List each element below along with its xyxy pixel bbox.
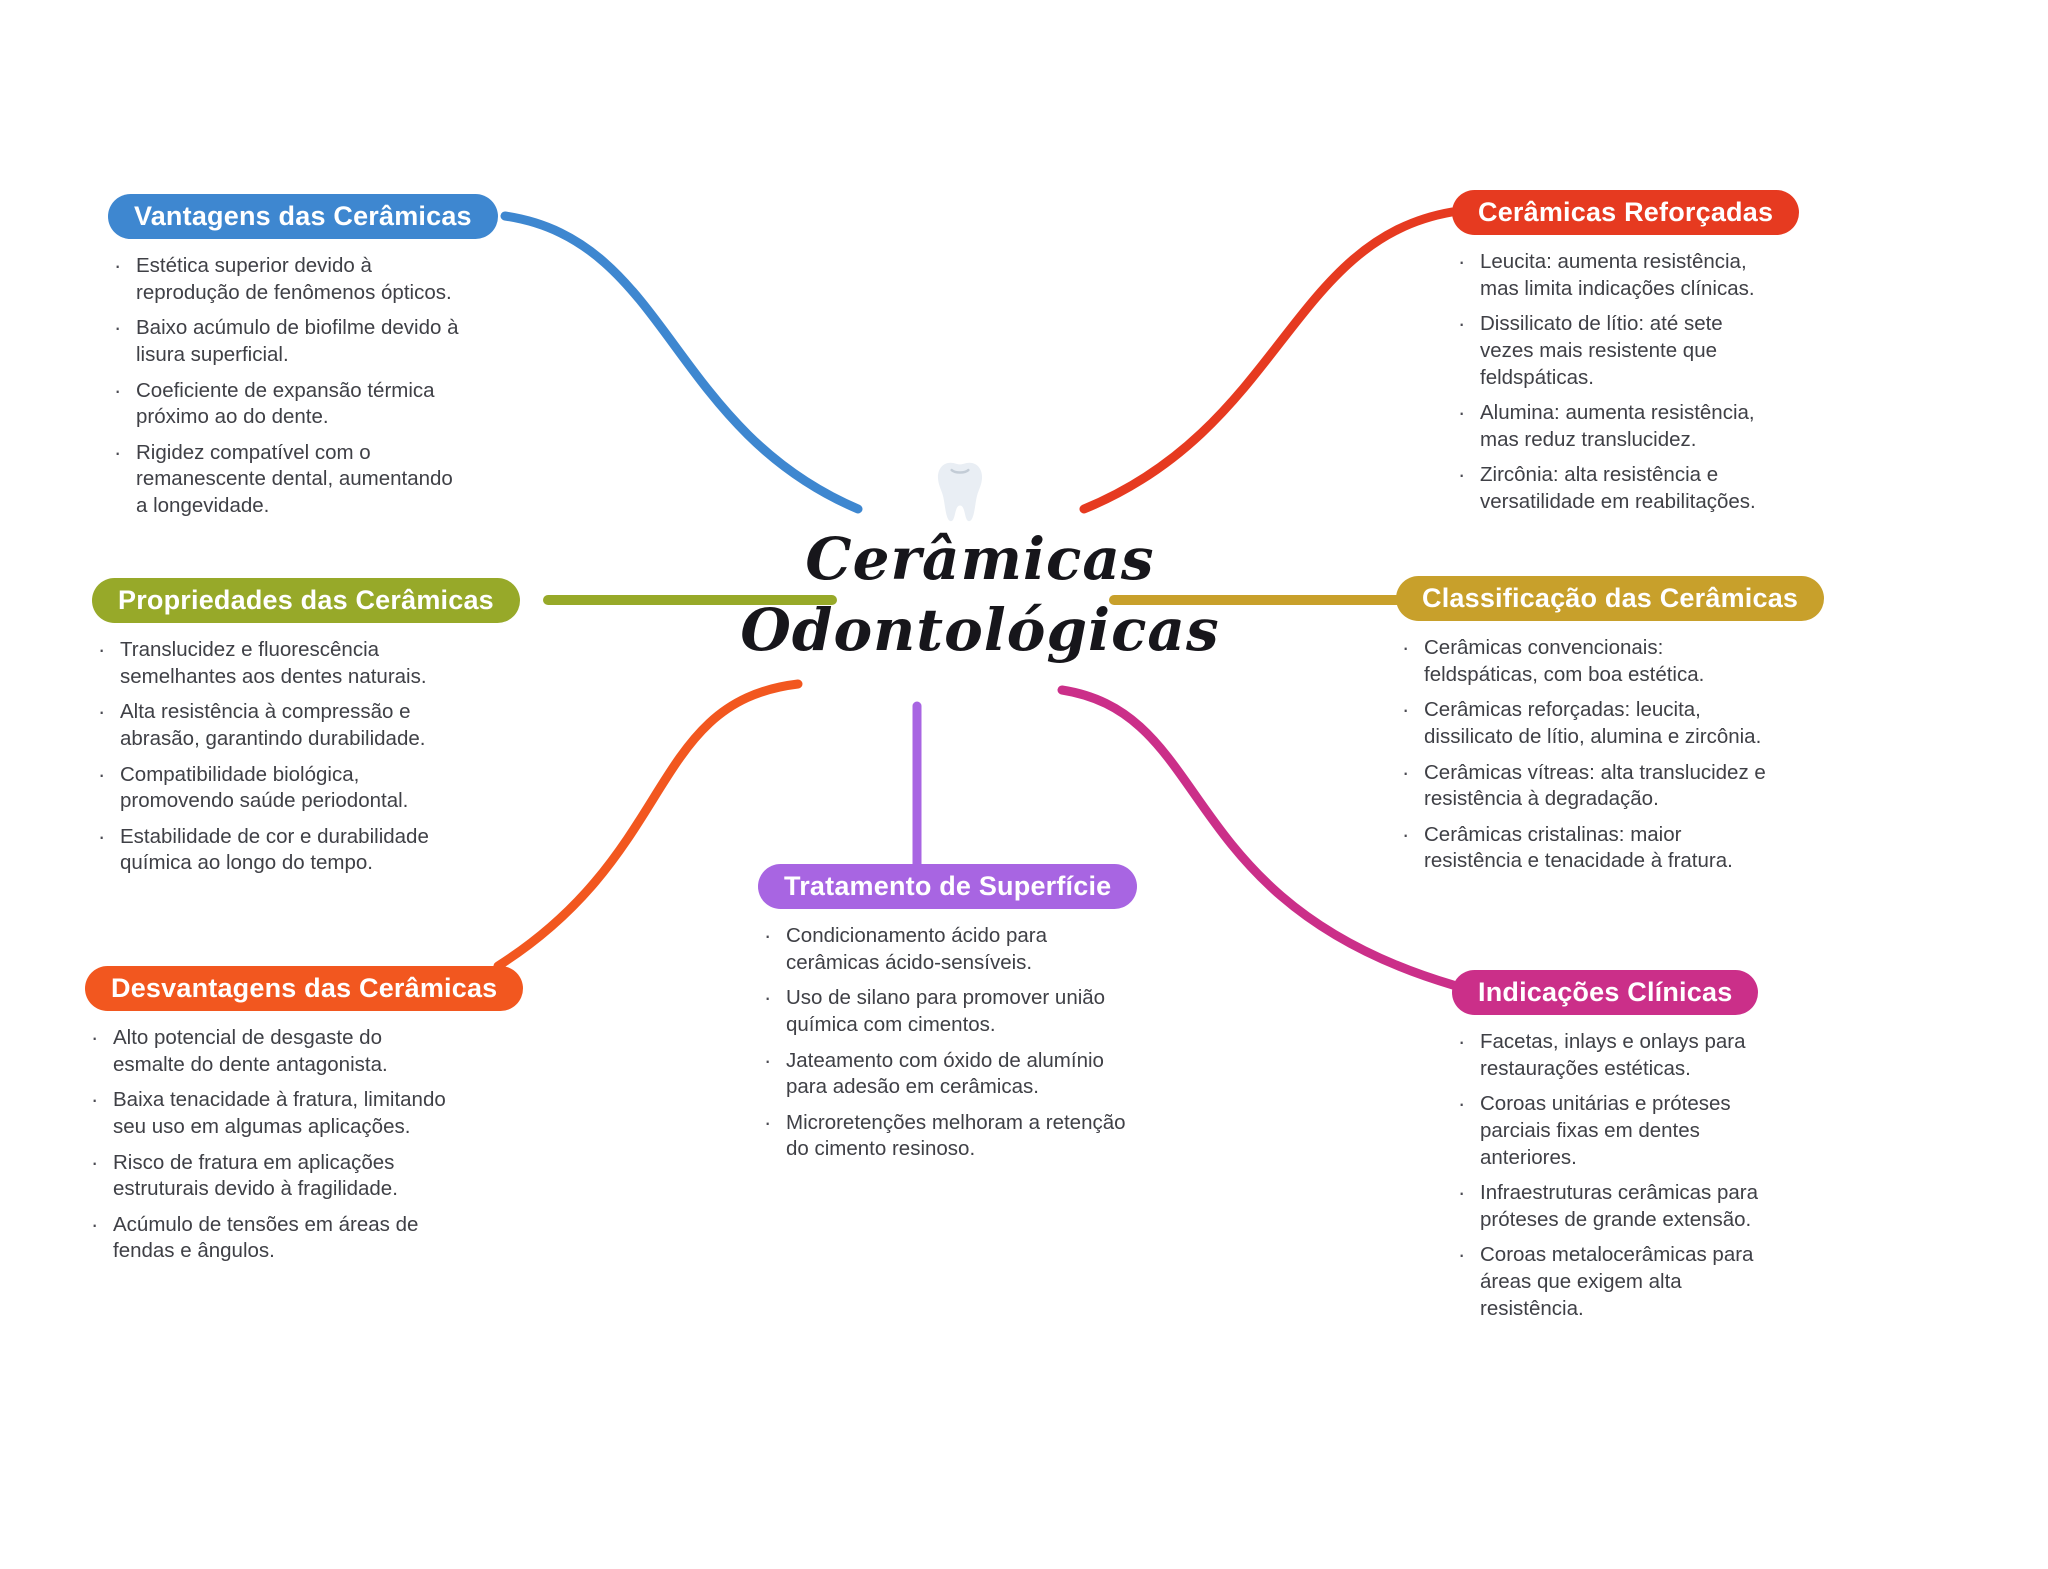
bullet-dot: · (98, 761, 106, 787)
bullet-dot: · (1458, 311, 1466, 337)
connector-vantagens (505, 216, 858, 509)
bullet-dot: · (114, 253, 122, 278)
bullet-dot: · (764, 1047, 772, 1073)
list-item-text: Risco de fratura em aplicações estruturais devido à fragilidade. (113, 1150, 398, 1201)
list-item (1458, 462, 1766, 515)
list-item (1402, 760, 1774, 813)
bullet-dot: · (764, 923, 772, 948)
branch-tratamento (758, 864, 1146, 1172)
bullet-dot: · (114, 377, 122, 403)
bullet-dot: · (1458, 462, 1466, 488)
bullet-dot: · (98, 823, 106, 849)
list-item-text: Cerâmicas convencionais: feldspáticas, com boa estética. (1424, 636, 1705, 686)
branch-list-desvantagens (91, 1025, 451, 1265)
list-item-text: Translucidez e fluorescência semelhantes aos dentes naturais. (120, 638, 427, 688)
bullet-dot: · (1458, 400, 1466, 426)
list-item (1458, 1029, 1788, 1082)
list-item-text: Estabilidade de cor e durabilidade química ao longo do tempo. (120, 824, 429, 875)
branch-list-vantagens (114, 253, 466, 520)
bullet-dot: · (114, 439, 122, 465)
list-item-text: Coroas metalocerâmicas para áreas que exigem alta resistência. (1480, 1243, 1754, 1320)
branch-reforcadas (1452, 190, 1799, 525)
bullet-dot: · (1458, 1180, 1466, 1206)
list-item (114, 253, 466, 306)
central-topic-line2: Odontológicas (740, 595, 1220, 664)
bullet-dot: · (764, 1109, 772, 1135)
branch-header-indicacoes[interactable]: Indicações Clínicas (1452, 970, 1758, 1015)
list-item (91, 1087, 451, 1140)
list-item (98, 699, 476, 752)
list-item (1402, 635, 1774, 688)
list-item-text: Baixo acúmulo de biofilme devido à lisura superficial. (136, 316, 459, 366)
branch-list-reforcadas (1458, 249, 1766, 516)
list-item (764, 1110, 1146, 1163)
bullet-dot: · (1402, 635, 1410, 660)
bullet-dot: · (91, 1025, 99, 1050)
tooth-icon (936, 460, 984, 526)
central-topic-line1: Cerâmicas (805, 525, 1155, 593)
list-item (91, 1150, 451, 1203)
list-item-text: Acúmulo de tensões em áreas de fendas e ângulos. (113, 1212, 419, 1263)
bullet-dot: · (91, 1087, 99, 1113)
list-item-text: Coeficiente de expansão térmica próximo ao do dente. (136, 378, 435, 429)
list-item (764, 1048, 1146, 1101)
list-item-text: Cerâmicas cristalinas: maior resistência e tenacidade à fratura. (1424, 822, 1733, 873)
list-item (98, 762, 476, 815)
branch-propriedades (92, 578, 520, 886)
branch-list-indicacoes (1458, 1029, 1788, 1322)
list-item-text: Alto potencial de desgaste do esmalte do dente antagonista. (113, 1026, 388, 1076)
bullet-dot: · (1402, 759, 1410, 785)
bullet-dot: · (1458, 1029, 1466, 1054)
list-item (98, 637, 476, 690)
branch-list-classificacao (1402, 635, 1774, 875)
list-item (98, 824, 476, 877)
bullet-dot: · (98, 699, 106, 725)
list-item (1402, 822, 1774, 875)
list-item-text: Alta resistência à compressão e abrasão, garantindo durabilidade. (120, 700, 426, 750)
branch-header-desvantagens[interactable]: Desvantagens das Cerâmicas (85, 966, 523, 1011)
bullet-dot: · (114, 315, 122, 341)
branch-indicacoes (1452, 970, 1788, 1331)
bullet-dot: · (1458, 1091, 1466, 1117)
branch-vantagens (108, 194, 498, 529)
bullet-dot: · (764, 985, 772, 1011)
bullet-dot: · (1458, 249, 1466, 274)
bullet-dot: · (91, 1211, 99, 1237)
list-item-text: Compatibilidade biológica, promovendo saúde periodontal. (120, 762, 409, 813)
list-item (1458, 400, 1766, 453)
list-item (91, 1212, 451, 1265)
list-item-text: Cerâmicas vítreas: alta translucidez e resistência à degradação. (1424, 760, 1766, 811)
bullet-dot: · (1402, 821, 1410, 847)
list-item (764, 923, 1146, 976)
list-item-text: Coroas unitárias e próteses parciais fixas em dentes anteriores. (1480, 1092, 1731, 1169)
bullet-dot: · (1458, 1242, 1466, 1268)
list-item-text: Microretenções melhoram a retenção do cimento resinoso. (786, 1110, 1126, 1161)
list-item (114, 378, 466, 431)
list-item-text: Zircônia: alta resistência e versatilidade em reabilitações. (1480, 463, 1756, 514)
branch-header-reforcadas[interactable]: Cerâmicas Reforçadas (1452, 190, 1799, 235)
bullet-dot: · (91, 1149, 99, 1175)
list-item-text: Infraestruturas cerâmicas para próteses de grande extensão. (1480, 1181, 1759, 1231)
list-item-text: Estética superior devido à reprodução de fenômenos ópticos. (136, 254, 452, 304)
branch-header-tratamento[interactable]: Tratamento de Superfície (758, 864, 1137, 909)
list-item (764, 985, 1146, 1038)
branch-header-vantagens[interactable]: Vantagens das Cerâmicas (108, 194, 498, 239)
list-item-text: Leucita: aumenta resistência, mas limita indicações clínicas. (1480, 250, 1755, 300)
list-item-text: Jateamento com óxido de alumínio para adesão em cerâmicas. (786, 1048, 1104, 1099)
list-item-text: Cerâmicas reforçadas: leucita, dissilicato de lítio, alumina e zircônia. (1424, 698, 1762, 748)
list-item (91, 1025, 451, 1078)
bullet-dot: · (98, 637, 106, 662)
list-item (114, 315, 466, 368)
connector-reforcadas (1084, 212, 1452, 509)
list-item (1402, 697, 1774, 750)
central-topic[interactable] (700, 524, 1260, 666)
list-item-text: Baixa tenacidade à fratura, limitando seu uso em algumas aplicações. (113, 1088, 446, 1138)
list-item-text: Facetas, inlays e onlays para restaurações estéticas. (1480, 1030, 1746, 1080)
branch-list-propriedades (98, 637, 476, 877)
branch-header-classificacao[interactable]: Classificação das Cerâmicas (1396, 576, 1824, 621)
list-item (1458, 311, 1766, 391)
list-item-text: Uso de silano para promover união química com cimentos. (786, 986, 1106, 1036)
branch-desvantagens (85, 966, 523, 1274)
list-item (1458, 1091, 1788, 1171)
branch-header-propriedades[interactable]: Propriedades das Cerâmicas (92, 578, 520, 623)
branch-list-tratamento (764, 923, 1146, 1163)
list-item-text: Alumina: aumenta resistência, mas reduz translucidez. (1480, 401, 1755, 451)
list-item (1458, 1242, 1788, 1322)
list-item-text: Rigidez compatível com o remanescente dental, aumentando a longevidade. (136, 440, 453, 518)
list-item (114, 440, 466, 520)
list-item-text: Condicionamento ácido para cerâmicas ácido-sensíveis. (786, 924, 1047, 974)
list-item (1458, 249, 1766, 302)
branch-classificacao (1396, 576, 1824, 884)
list-item-text: Dissilicato de lítio: até sete vezes mais resistente que feldspáticas. (1480, 312, 1723, 389)
connector-desvantagens (498, 684, 798, 966)
bullet-dot: · (1402, 697, 1410, 723)
list-item (1458, 1180, 1788, 1233)
